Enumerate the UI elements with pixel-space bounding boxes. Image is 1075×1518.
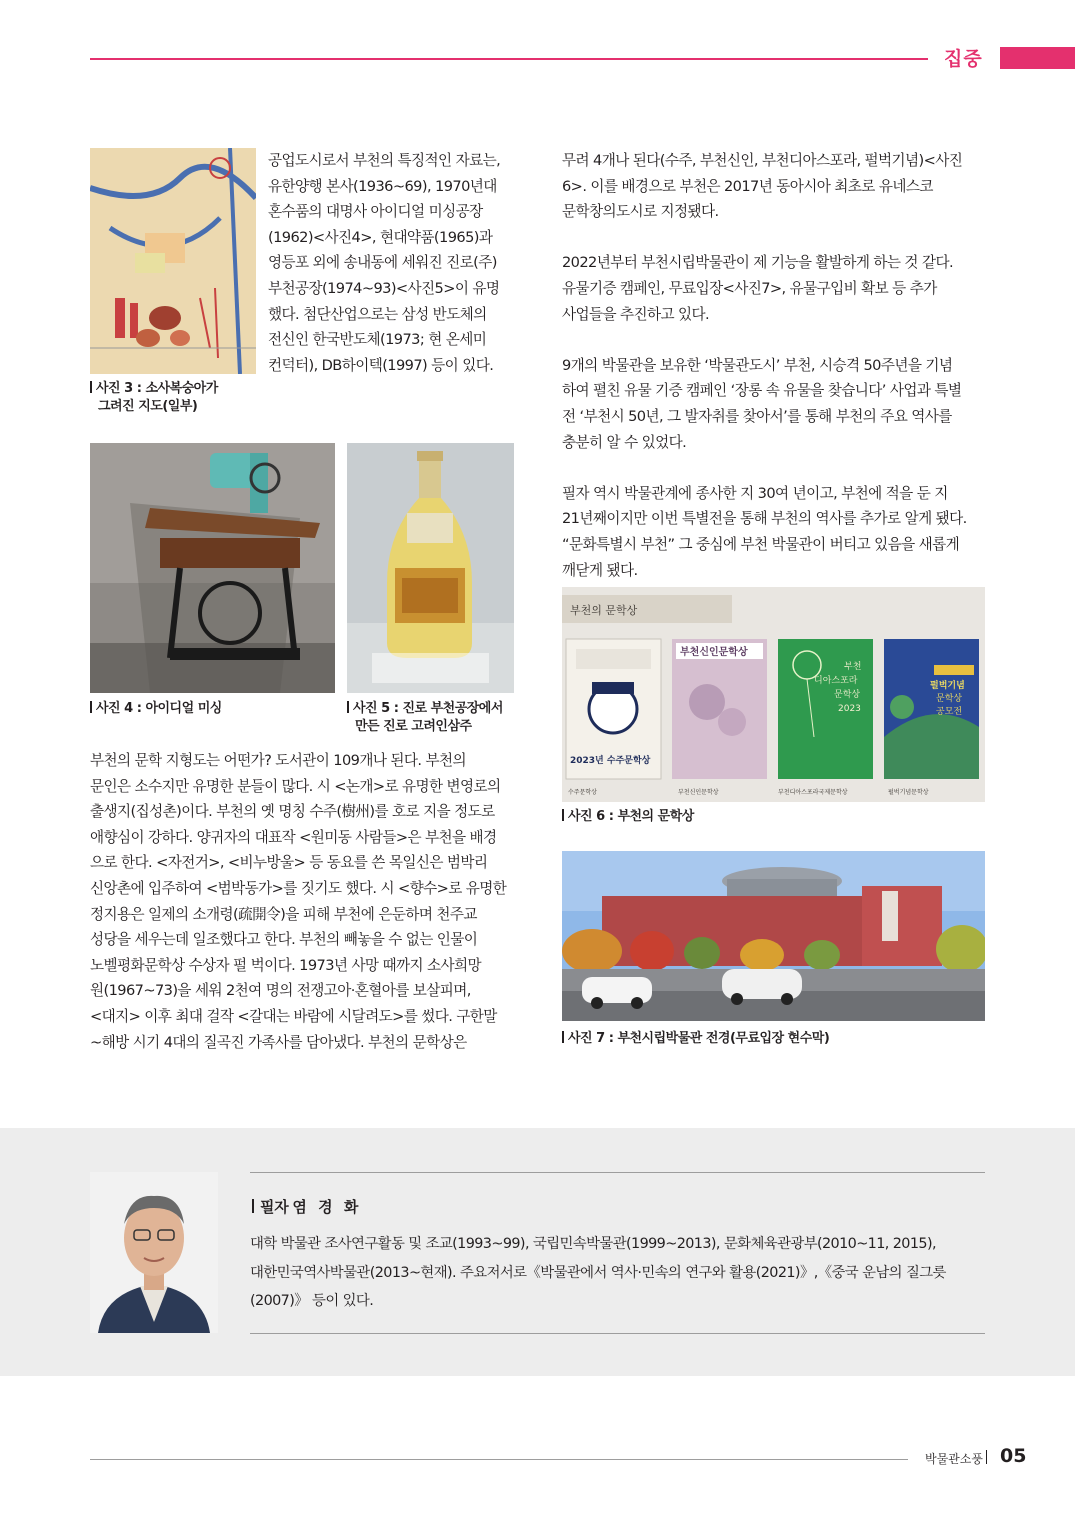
photo-4-sewing-machine xyxy=(90,443,335,693)
caption-line: 만든 진로 고려인삼주 xyxy=(355,719,472,734)
photo6-poster1-title: 2023년 수주문학상 xyxy=(570,756,651,766)
left-column-bottom-text xyxy=(90,748,522,1055)
photo6-label: 부천디아스포라국제문학상 xyxy=(778,789,848,796)
header-rule xyxy=(90,58,928,60)
text-line: 21년째이지만 이번 특별전을 통해 부천의 역사를 추가로 알게 됐다. xyxy=(562,510,967,528)
footer-separator xyxy=(986,1450,987,1464)
caption-line: 사진 4 : 아이디얼 미싱 xyxy=(96,701,222,716)
caption-bar xyxy=(90,701,92,713)
caption-photo-7 xyxy=(562,1030,829,1048)
caption-bar xyxy=(90,381,92,393)
text-line: 문학창의도시로 지정됐다. xyxy=(562,203,719,221)
text-line: 출생지(집성촌)이다. 부천의 옛 명칭 수주(樹州)를 호로 지을 정도로 xyxy=(90,803,495,821)
author-bio xyxy=(250,1230,990,1316)
caption-line: 사진 3 : 소사복숭아가 xyxy=(96,381,218,396)
text-line: 필자 역시 박물관계에 종사한 지 30여 년이고, 부천에 적을 둔 지 xyxy=(562,484,948,502)
text-line: 깨닫게 됐다. xyxy=(562,561,638,579)
caption-line: 사진 7 : 부천시립박물관 전경(무료입장 현수막) xyxy=(568,1031,830,1046)
photo6-poster3-line: 문학상 xyxy=(834,690,861,700)
paragraph-gap xyxy=(562,455,992,481)
photo6-label: 수주문학상 xyxy=(568,789,597,796)
caption-bar xyxy=(562,809,564,821)
author-portrait xyxy=(90,1172,218,1333)
caption-line: 사진 6 : 부천의 문학상 xyxy=(568,809,694,824)
right-column-text xyxy=(562,148,992,583)
photo6-poster4-line: 펄벅기념 xyxy=(930,681,965,691)
text-line: (1962)<사진4>, 현대약품(1965)과 xyxy=(268,228,493,246)
footer-rule xyxy=(90,1459,908,1460)
text-line: 영등포 외에 송내동에 세워진 진로(주) xyxy=(268,254,497,272)
photo6-poster3-line: 디아스포라 xyxy=(814,676,858,686)
caption-photo-5 xyxy=(347,700,503,736)
photo6-poster4-line: 공모전 xyxy=(936,707,963,717)
photo-3-map xyxy=(90,148,256,374)
text-line: 유한양행 본사(1936~69), 1970년대 xyxy=(268,177,497,195)
text-line: 전신인 한국반도체(1973; 현 온세미 xyxy=(268,331,487,349)
author-bio-line: 대한민국역사박물관(2013~현재). 주요저서로《박물관에서 역사·민속의 연구와 활용(2021)》,《중국 운남의 질그릇 xyxy=(250,1264,946,1281)
author-rule-top xyxy=(250,1172,985,1173)
author-heading xyxy=(252,1196,361,1217)
author-heading-bar xyxy=(252,1199,254,1213)
text-line: 컨덕터), DB하이텍(1997) 등이 있다. xyxy=(268,356,494,374)
page-number: 05 xyxy=(1000,1445,1027,1467)
photo6-poster3-line: 부천 xyxy=(844,662,862,672)
author-heading-label: 필자 xyxy=(260,1198,289,1216)
text-line: 사업들을 추진하고 있다. xyxy=(562,305,710,323)
left-column-top-text xyxy=(268,148,520,378)
author-rule-bottom xyxy=(250,1333,985,1334)
author-name: 염 경 화 xyxy=(292,1198,362,1216)
text-line: “문화특별시 부천” 그 중심에 부천 박물관이 버티고 있음을 새롭게 xyxy=(562,535,960,553)
footer-magazine-name: 박물관소풍 xyxy=(925,1452,983,1466)
section-label: 집중 xyxy=(944,48,983,70)
photo6-label: 펄벅기념문학상 xyxy=(888,789,929,796)
text-line: 2022년부터 부천시립박물관이 제 기능을 활발하게 하는 것 같다. xyxy=(562,254,953,272)
caption-photo-6 xyxy=(562,808,694,826)
photo6-sign: 부천의 문학상 xyxy=(570,604,638,617)
photo-6-literary-awards xyxy=(562,587,985,802)
photo-7-museum-exterior xyxy=(562,851,985,1021)
author-bio-line: 대학 박물관 조사연구활동 및 조교(1993~99), 국립민속박물관(1999~2013), 문화체육관광부(2010~11, 2015), xyxy=(250,1236,936,1252)
caption-photo-4 xyxy=(90,700,222,718)
text-line: 신앙촌에 입주하여 <범박동가>를 짓기도 했다. 시 <향수>로 유명한 xyxy=(90,879,507,897)
text-line: 으로 한다. <자전거>, <비누방울> 등 동요를 쓴 목일신은 범박리 xyxy=(90,854,488,872)
photo6-poster4-line: 문학상 xyxy=(936,694,963,704)
text-line: 했다. 첨단산업으로는 삼성 반도체의 xyxy=(268,305,487,323)
caption-line: 그려진 지도(일부) xyxy=(98,399,198,414)
text-line: 부천공장(1974~93)<사진5>이 유명 xyxy=(268,279,500,297)
caption-bar xyxy=(562,1031,564,1043)
caption-line: 사진 5 : 진로 부천공장에서 xyxy=(353,701,503,716)
caption-photo-3 xyxy=(90,380,218,416)
text-line: 충분히 알 수 있었다. xyxy=(562,433,687,451)
header-accent-block xyxy=(1000,47,1075,69)
photo6-poster3-line: 2023 xyxy=(838,704,861,714)
text-line: 유물기증 캠페인, 무료입장<사진7>, 유물구입비 확보 등 추가 xyxy=(562,279,937,297)
text-line: 정지용은 일제의 소개령(疏開令)을 피해 부천에 은둔하며 천주교 xyxy=(90,905,477,923)
text-line: 6>. 이를 배경으로 부천은 2017년 동아시아 최초로 유네스코 xyxy=(562,177,933,195)
text-line: 애향심이 강하다. 양귀자의 대표작 <원미동 사람들>은 부천을 배경 xyxy=(90,828,497,846)
text-line: 전 ‘부천시 50년, 그 발자취를 찾아서’를 통해 부천의 주요 역사를 xyxy=(562,407,952,425)
text-line: ~해방 시기 4대의 질곡진 가족사를 담아냈다. 부천의 문학상은 xyxy=(90,1033,467,1051)
text-line: 원(1967~73)을 세워 2천여 명의 전쟁고아·혼혈아를 보살피며, xyxy=(90,982,471,1000)
text-line: 문인은 소수지만 유명한 분들이 많다. 시 <논개>로 유명한 변영로의 xyxy=(90,777,501,795)
text-line: 하여 펼친 유물 기증 캠페인 ‘장롱 속 유물을 찾습니다’ 사업과 특별 xyxy=(562,382,962,400)
text-line: 혼수품의 대명사 아이디얼 미싱공장 xyxy=(268,203,483,221)
text-line: 성당을 세우는데 일조했다고 한다. 부천의 빼놓을 수 없는 인물이 xyxy=(90,931,478,949)
photo6-poster2-title: 부천신인문학상 xyxy=(680,647,748,658)
text-line: 9개의 박물관을 보유한 ‘박물관도시’ 부천, 시승격 50주년을 기념 xyxy=(562,356,953,374)
caption-bar xyxy=(347,701,349,713)
photo6-label: 부천신인문학상 xyxy=(678,789,719,796)
text-line: 공업도시로서 부천의 특징적인 자료는, xyxy=(268,152,501,169)
paragraph-gap xyxy=(562,225,992,251)
text-line: 무려 4개나 된다(수주, 부천신인, 부천디아스포라, 펄벅기념)<사진 xyxy=(562,152,963,169)
text-line: <대지> 이후 최대 걸작 <갈대는 바람에 시달려도>를 썼다. 구한말 xyxy=(90,1007,497,1025)
text-line: 부천의 문학 지형도는 어떤가? 도서관이 109개나 된다. 부천의 xyxy=(90,752,466,769)
paragraph-gap xyxy=(562,327,992,353)
text-line: 노벨평화문학상 수상자 펄 벅이다. 1973년 사망 때까지 소사희망 xyxy=(90,956,481,974)
author-bio-line: (2007)》 등이 있다. xyxy=(250,1293,374,1309)
photo-5-bottle xyxy=(347,443,514,693)
